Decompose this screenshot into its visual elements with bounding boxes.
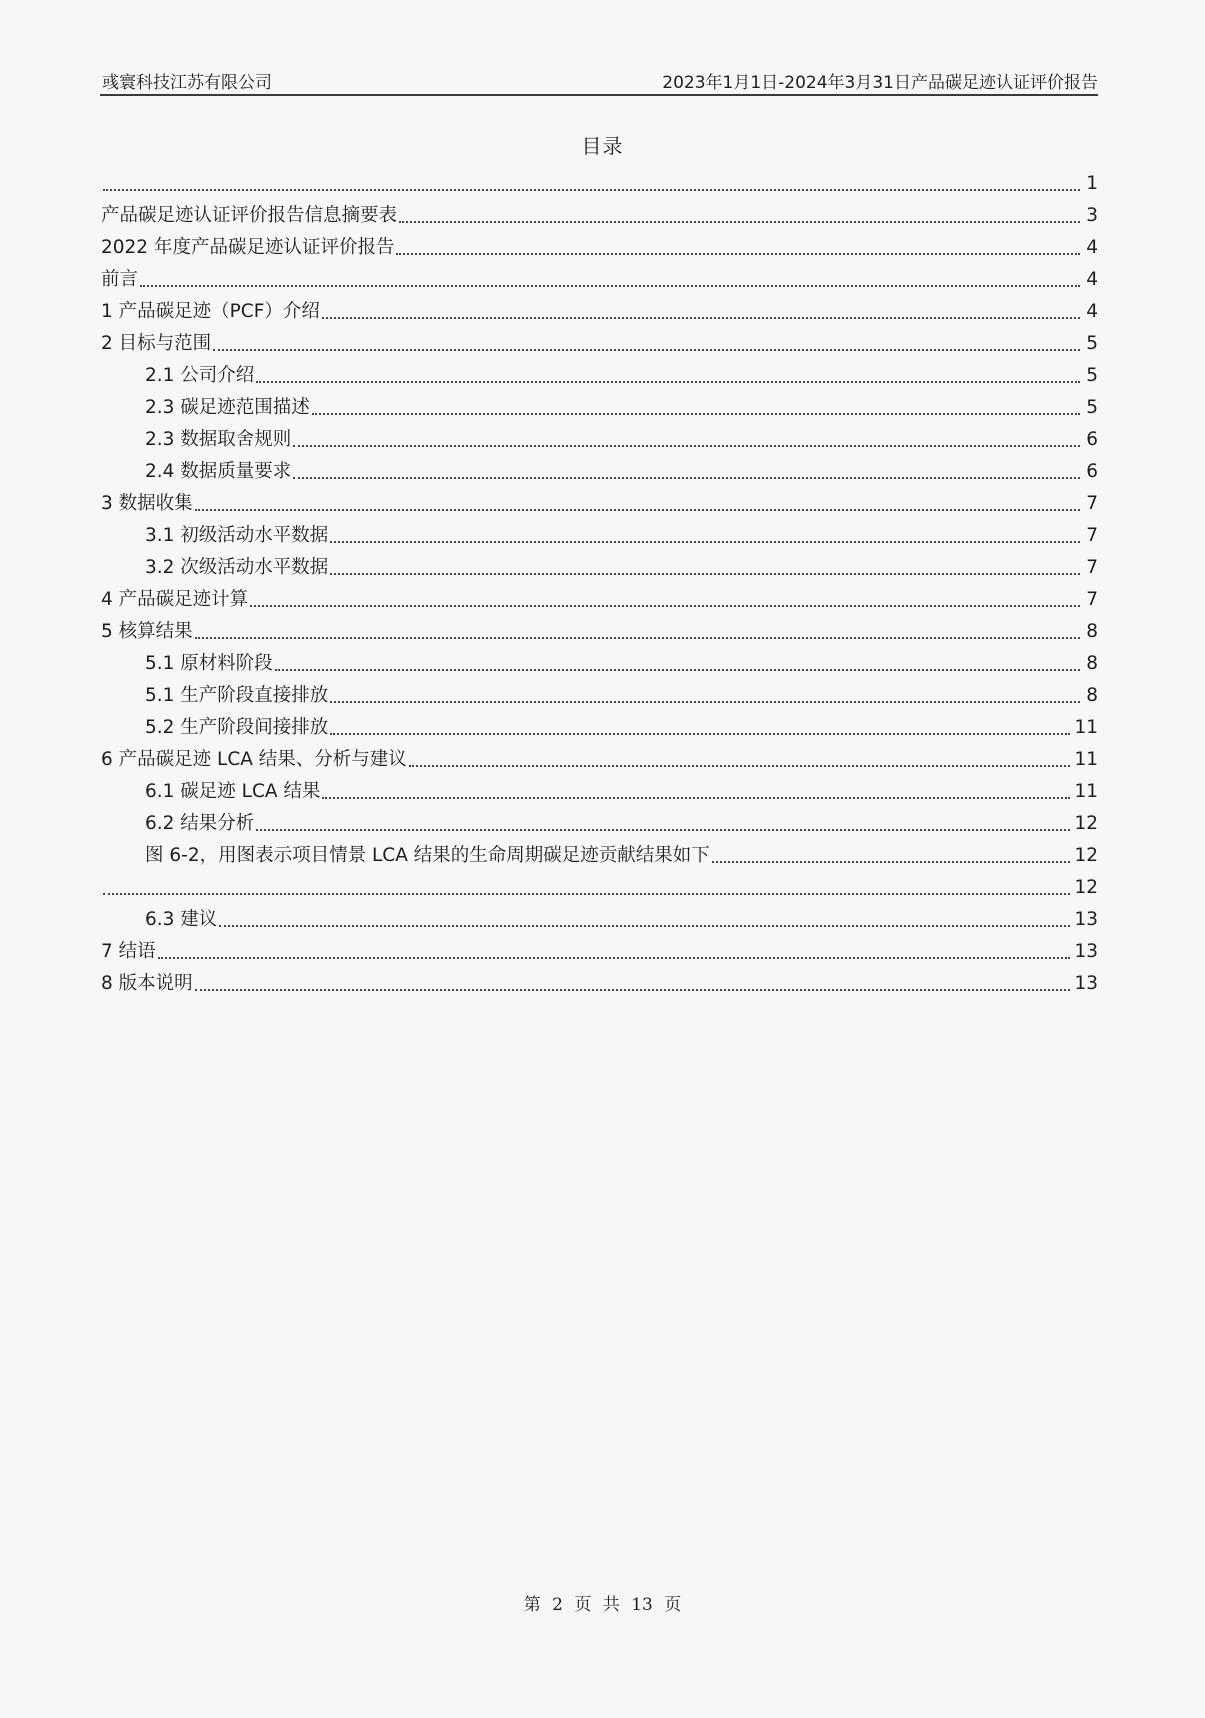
toc-entry[interactable] [101, 392, 1098, 424]
toc-entry-label: 2.3 数据取舍规则 [145, 429, 292, 450]
toc-dot-leader [293, 445, 1080, 447]
toc-dot-leader [250, 605, 1080, 607]
toc-dot-leader [312, 413, 1080, 415]
toc-entry-label: 5.1 生产阶段直接排放 [145, 685, 329, 706]
toc-entry[interactable] [101, 328, 1098, 360]
toc-dot-leader [399, 221, 1080, 223]
toc-entry-label: 8 版本说明 [101, 973, 193, 994]
toc-entry-page-number: 5 [1086, 365, 1098, 386]
toc-dot-leader [256, 829, 1070, 831]
toc-entry-page-number: 1 [1086, 173, 1098, 194]
toc-entry-page-number: 7 [1086, 493, 1098, 514]
toc-dot-leader [195, 509, 1080, 511]
toc-entry-page-number: 11 [1074, 717, 1098, 738]
toc-entry[interactable] [101, 712, 1098, 744]
toc-entry-label: 3.1 初级活动水平数据 [145, 525, 329, 546]
toc-entry-label: 5.1 原材料阶段 [145, 653, 273, 674]
toc-entry-label: 1 产品碳足迹（PCF）介绍 [101, 301, 320, 322]
toc-dot-leader [330, 701, 1080, 703]
toc-entry-label: 图 6-2，用图表示项目情景 LCA 结果的生命周期碳足迹贡献结果如下 [145, 845, 710, 866]
toc-dot-leader [219, 925, 1070, 927]
toc-dot-leader [158, 957, 1071, 959]
toc-dot-leader [322, 317, 1080, 319]
toc-entry-page-number: 11 [1074, 749, 1098, 770]
toc-dot-leader [330, 541, 1080, 543]
toc-entry-page-number: 11 [1074, 781, 1098, 802]
toc-entry[interactable] [101, 648, 1098, 680]
toc-entry-page-number: 4 [1086, 269, 1098, 290]
toc-dot-leader [256, 381, 1080, 383]
toc-dot-leader [330, 733, 1070, 735]
toc-entry[interactable] [101, 680, 1098, 712]
toc-entry[interactable] [101, 200, 1098, 232]
toc-entry[interactable] [101, 520, 1098, 552]
toc-dot-leader [330, 573, 1080, 575]
toc-entry[interactable] [101, 872, 1098, 904]
toc-entry[interactable] [101, 968, 1098, 1000]
toc-entry-page-number: 12 [1074, 877, 1098, 898]
toc-entry-page-number: 12 [1074, 813, 1098, 834]
toc-entry-label: 3 数据收集 [101, 493, 193, 514]
header-company: 彧寰科技江苏有限公司 [102, 73, 272, 93]
toc-title: 目录 [581, 134, 624, 158]
toc-entry-page-number: 6 [1086, 429, 1098, 450]
toc-dot-leader [322, 797, 1070, 799]
toc-entry[interactable] [101, 616, 1098, 648]
toc-entry[interactable] [101, 296, 1098, 328]
toc-entry-label: 产品碳足迹认证评价报告信息摘要表 [101, 205, 398, 226]
toc-entry-label: 2.3 碳足迹范围描述 [145, 397, 310, 418]
toc-entry-page-number: 7 [1086, 589, 1098, 610]
toc-dot-leader [293, 477, 1080, 479]
toc-entry-label: 4 产品碳足迹计算 [101, 589, 249, 610]
toc-entry[interactable] [101, 584, 1098, 616]
toc-dot-leader [712, 861, 1071, 863]
toc-entry-label: 6.3 建议 [145, 909, 218, 930]
toc-entry-page-number: 13 [1074, 941, 1098, 962]
toc-entry[interactable] [101, 808, 1098, 840]
toc-dot-leader [140, 285, 1080, 287]
toc-dot-leader [409, 765, 1071, 767]
table-of-contents [101, 168, 1098, 1000]
toc-dot-leader [213, 349, 1080, 351]
toc-entry-label: 3.2 次级活动水平数据 [145, 557, 329, 578]
toc-entry-label: 2 目标与范围 [101, 333, 212, 354]
toc-entry-label: 6 产品碳足迹 LCA 结果、分析与建议 [101, 749, 407, 770]
toc-dot-leader [195, 637, 1080, 639]
toc-entry-label: 2022 年度产品碳足迹认证评价报告 [101, 237, 395, 258]
toc-entry[interactable] [101, 552, 1098, 584]
toc-entry-label: 2.1 公司介绍 [145, 365, 255, 386]
toc-entry[interactable] [101, 488, 1098, 520]
toc-entry-label: 前言 [101, 269, 139, 290]
toc-entry[interactable] [101, 232, 1098, 264]
toc-entry-page-number: 13 [1074, 909, 1098, 930]
toc-entry[interactable] [101, 840, 1098, 872]
toc-dot-leader [275, 669, 1080, 671]
toc-entry-label: 6.2 结果分析 [145, 813, 255, 834]
toc-entry[interactable] [101, 904, 1098, 936]
toc-entry-page-number: 5 [1086, 333, 1098, 354]
toc-dot-leader [396, 253, 1080, 255]
toc-entry-page-number: 5 [1086, 397, 1098, 418]
toc-entry-page-number: 8 [1086, 653, 1098, 674]
toc-entry-page-number: 7 [1086, 525, 1098, 546]
toc-entry-page-number: 13 [1074, 973, 1098, 994]
toc-entry-page-number: 6 [1086, 461, 1098, 482]
page-header [100, 66, 1098, 96]
toc-entry[interactable] [101, 168, 1098, 200]
toc-entry-label: 5 核算结果 [101, 621, 193, 642]
toc-entry[interactable] [101, 456, 1098, 488]
toc-dot-leader [103, 189, 1080, 191]
toc-entry[interactable] [101, 936, 1098, 968]
toc-entry-label: 7 结语 [101, 941, 156, 962]
toc-entry-label: 2.4 数据质量要求 [145, 461, 292, 482]
toc-entry[interactable] [101, 360, 1098, 392]
toc-entry-page-number: 8 [1086, 685, 1098, 706]
toc-entry-label: 6.1 碳足迹 LCA 结果 [145, 781, 321, 802]
toc-entry[interactable] [101, 264, 1098, 296]
toc-dot-leader [195, 989, 1071, 991]
toc-entry[interactable] [101, 776, 1098, 808]
toc-entry-page-number: 3 [1086, 205, 1098, 226]
toc-entry-page-number: 4 [1086, 237, 1098, 258]
page-footer: 第 2 页 共 13 页 [523, 1595, 682, 1615]
toc-entry[interactable] [101, 424, 1098, 456]
toc-entry[interactable] [101, 744, 1098, 776]
toc-dot-leader [103, 893, 1070, 895]
header-report-title: 2023年1月1日-2024年3月31日产品碳足迹认证评价报告 [662, 73, 1098, 93]
toc-entry-page-number: 4 [1086, 301, 1098, 322]
toc-entry-page-number: 12 [1074, 845, 1098, 866]
toc-entry-page-number: 7 [1086, 557, 1098, 578]
toc-entry-label: 5.2 生产阶段间接排放 [145, 717, 329, 738]
toc-entry-page-number: 8 [1086, 621, 1098, 642]
